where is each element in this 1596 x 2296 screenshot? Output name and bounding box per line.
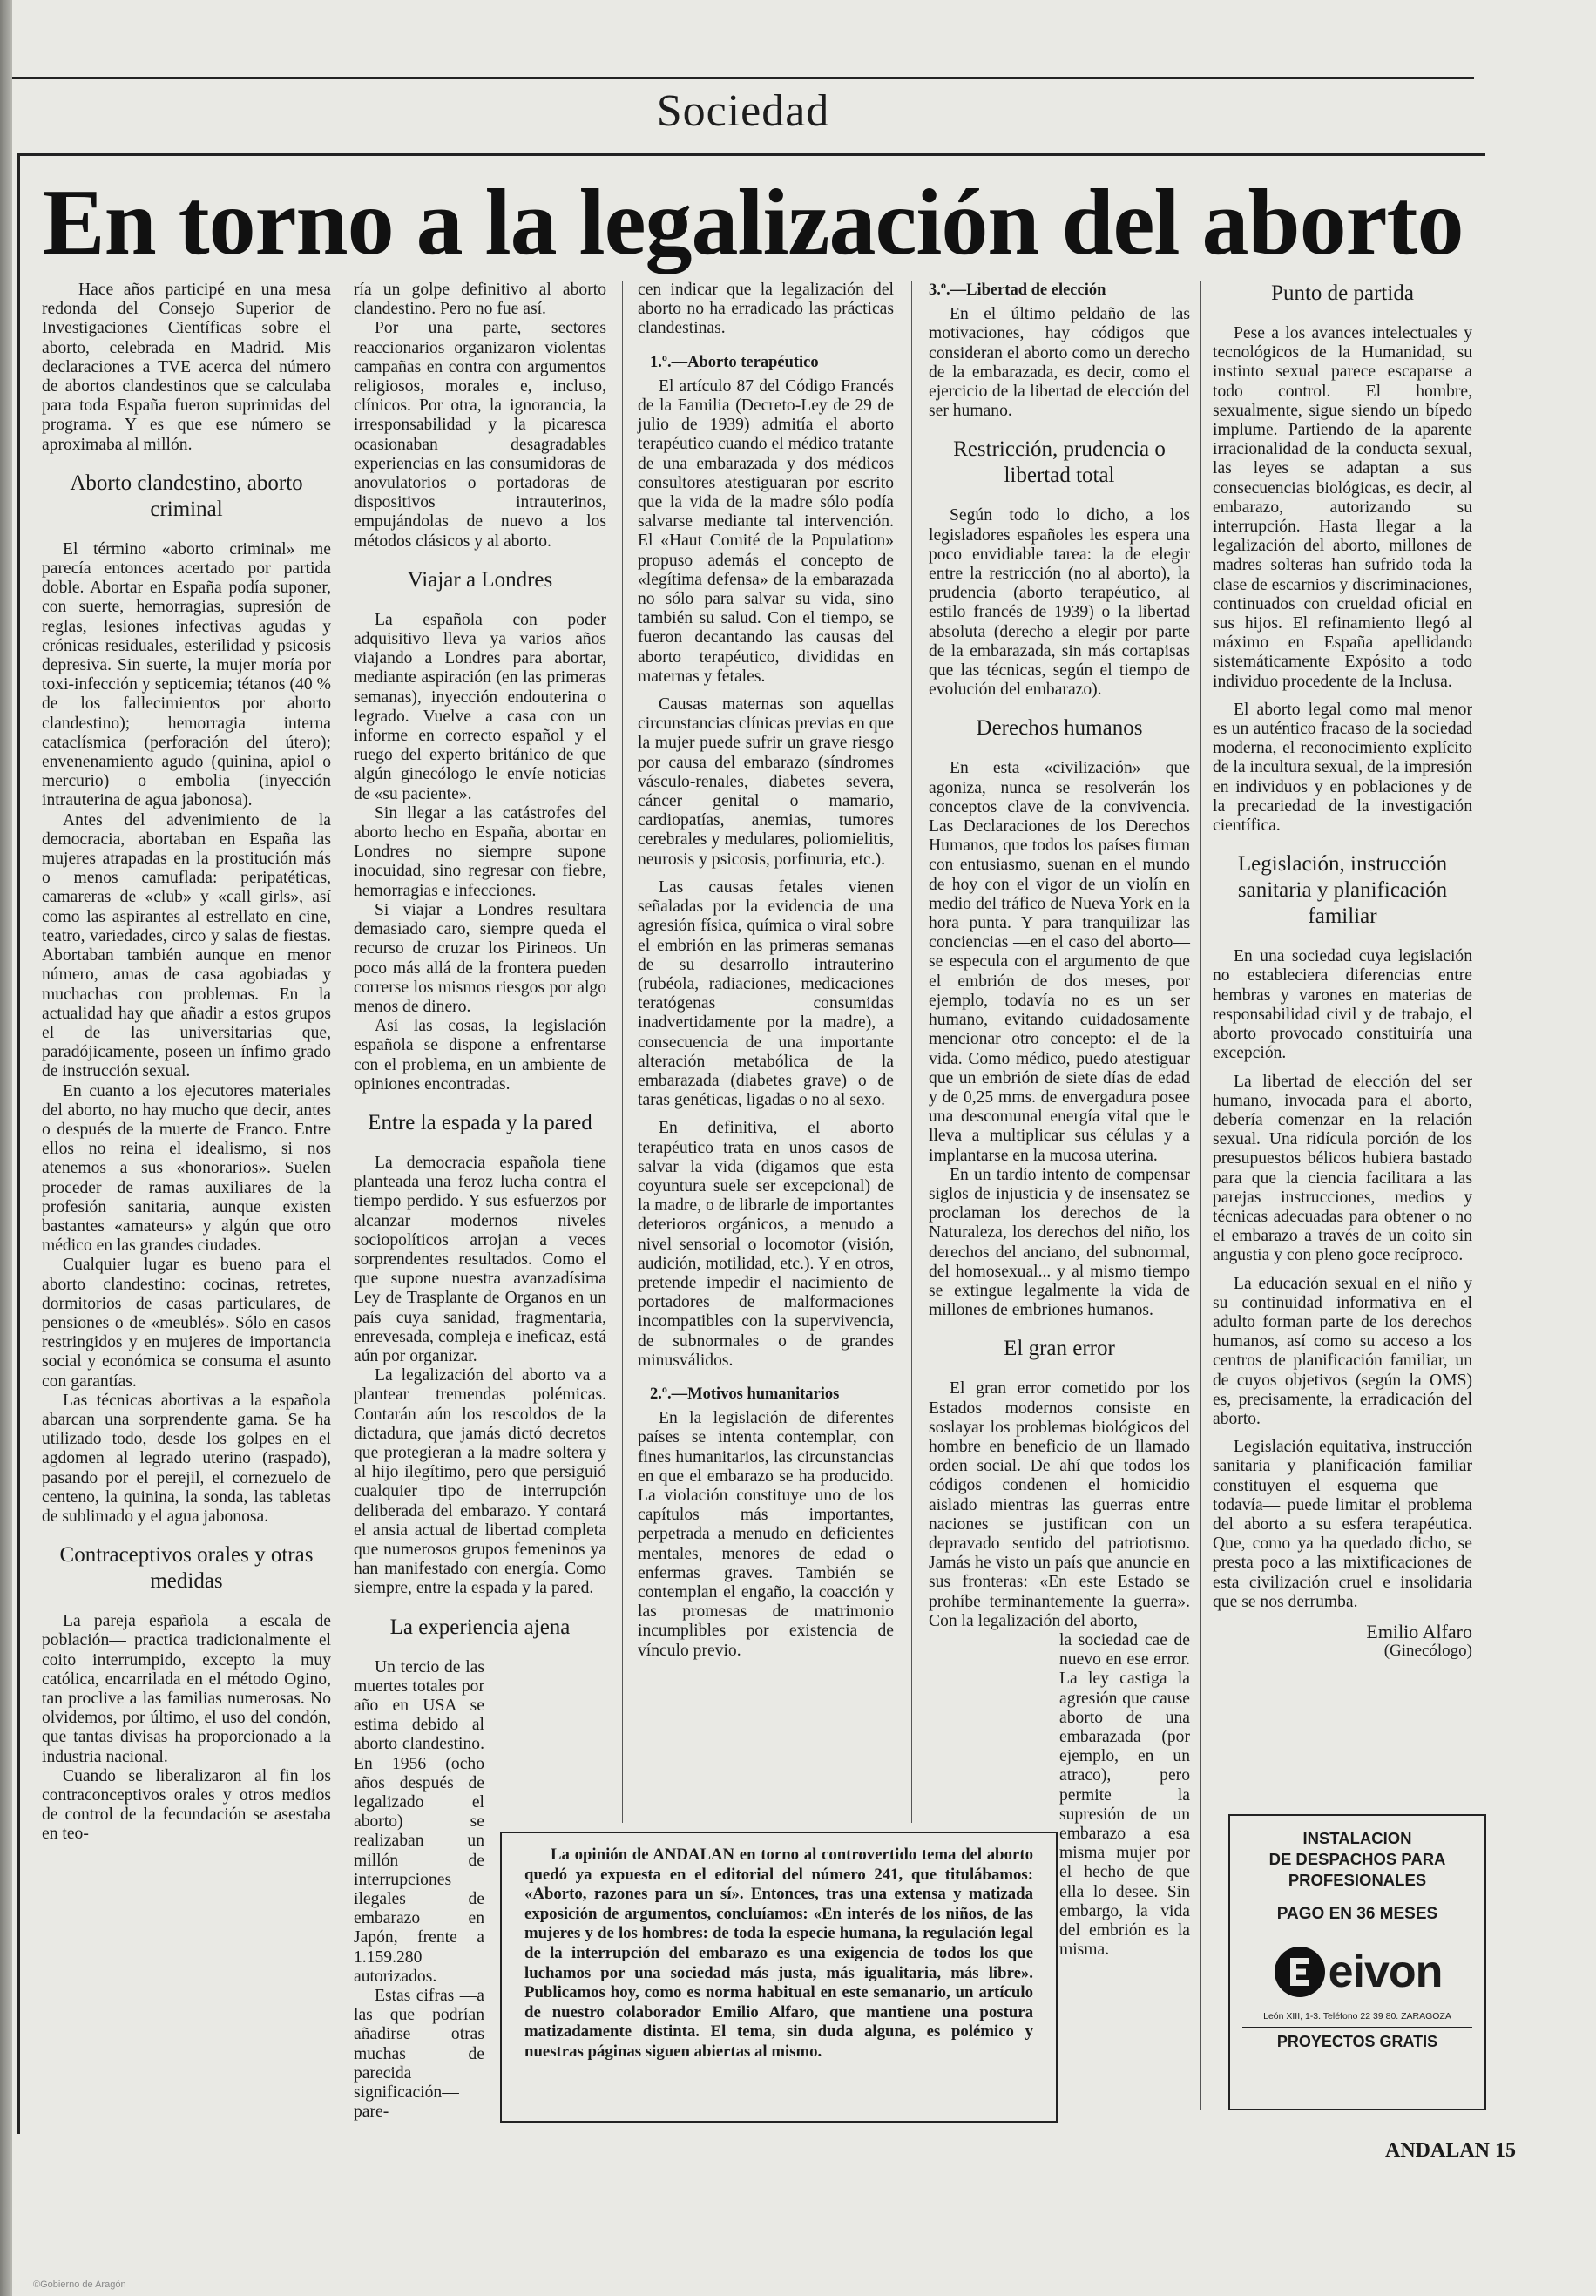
paragraph: El aborto legal como mal menor es un auténtico fracaso de la sociedad moderna, el reconocimiento explícito de la incultura sexual, de la impresión en individuos y en poblaciones y de la precariedad de la investigación científica. [1213,700,1472,836]
subheading: Viajar a Londres [407,567,553,592]
headline: En torno a la legalización del aborto [42,171,1464,274]
page-binding-edge [0,0,12,2296]
paragraph: En definitiva, el aborto terapéutico trata en unos casos de salvar la vida (digamos que esta coyuntura suele ser excepcional) de la madre, o de librarle de importantes deterioros orgánicos, a menudo a nivel sensorial o locomotor (visión, audición, motilidad, etc.). Y en otros, pretende impedir el nacimiento de portadores de malformaciones incompatibles con la supervivencia, de subnormales o de grandes minusválidos. [638,1119,894,1370]
eivon-logo [1230,1945,1484,1999]
paragraph: Sin llegar a las catástrofes del aborto hecho en España, abortar en Londres no siempre supone inocuidad, sino regresar con fiebre, hemorragias e infecciones. [354,803,606,900]
subheading: Aborto clandestino, aborto criminal [70,471,303,521]
advertisement [1228,1814,1486,2110]
ad-offer: PAGO EN 36 MESES [1276,1905,1438,1923]
editor-note-text: La opinión de ANDALAN en torno al controvertido tema del aborto quedó ya expuesta en el editorial del número 241, que titulábamos: «Aborto, razones para un sí». Entonces, tras una extensa y matizada exposición de argumentos, concluíamos: «En interés de los niños, de las mujeres y de los hombres: de toda la especie humana, la regulación legal de la interrupción del embarazo es una exigencia de todos los que luchamos por una sociedad más justa, más igualitaria, más libre». Publicamos hoy, como es norma habitual en este semanario, un artículo de nuestro colaborador Emilio Alfaro, que mantiene una postura matizadamente distinta. El tema, sin duda alguna, es polémico y nuestras páginas siguen abiertas al mismo. [524,1846,1033,2061]
paragraph: La española con poder adquisitivo lleva ya varios años viajando a Londres para abortar, mediante aspiración (en las primeras semanas), inyección endouterina o legrado. Vuelve a casa con un informe en correcto español y el ruego del experto británico de que algún ginecólogo le envíe noticias de «su paciente». [354,610,606,803]
paragraph: En la legislación de diferentes países se intenta contemplar, con fines humanitarios, las circunstancias en que el embarazo se ha producido. La violación constituye uno de los capítulos más importantes, perpetrada a menudo en deficientes mentales, menores de edad o enfermas graves. También se contemplan el engaño, la coacción y las promesas de matrimonio incumplibles por existencia de vínculo previo. [638,1409,894,1660]
subheading: 2.º.—Motivos humanitarios [650,1385,840,1403]
ad-heading [1230,1828,1484,1891]
paragraph: La libertad de elección del ser humano, invocada para el aborto, debería comenzar en la relación sexual. Una ridícula porción de los presupuestos bélicos hubiera bastado para que la ciencia facilitara a las parejas instrucciones, medios y técnicas adecuadas para obtener o no el embarazo a través de un coito sin angustia y con pleno goce recíproco. [1213,1072,1472,1265]
subheading: Legislación, instrucción sanitaria y planificación familiar [1237,852,1448,929]
paragraph: Cuando se liberalizaron al fin los contraconceptivos orales y otros medios de control de la fecundación se asestaba en teo- [42,1766,331,1844]
subheading: La experiencia ajena [389,1615,571,1639]
top-rule [12,77,1474,79]
paragraph: Un tercio de las muertes totales por año en USA se estima debido al aborto clandestino. En 1956 (ocho años después de legalizado el aborto) se realizaban un millón de interrupciones ilegales de embarazo en Japón, frente a 1.159.280 autorizados. [354,1657,484,1986]
image-credit: ©Gobierno de Aragón [33,2279,126,2290]
paragraph: Según todo lo dicho, a los legisladores españoles les espera una poco envidiable tarea: la de elegir entre la restricción (no al aborto), la prudencia (aborto terapéutico, al estilo francés de 1939) o la libertad absoluta (derecho a elegir por parte de la embarazada, sin más cortapisas que las técnicas, según el tiempo de evolución del embarazo). [929,506,1190,700]
paragraph: Cualquier lugar es bueno para el aborto clandestino: cocinas, retretes, dormitorios de casas particulares, de pensiones o de «meublés». Sólo en casos restringidos y en mujeres de importancia social y económica se consuma el asunto con garantías. [42,1256,331,1391]
article-column-5 [1213,281,1472,1661]
ad-cta: PROYECTOS GRATIS [1276,2033,1438,2050]
paragraph: cen indicar que la legalización del aborto no ha erradicado las prácticas clandestinas. [638,281,894,338]
paragraph: Legislación equitativa, instrucción sanitaria y planificación familiar constituyen el esquema que —todavía— puede limitar el problema del aborto a su esfera terapéutica. Que, como ya ha quedado dicho, se presta poco a las mixtificaciones de esta civilización cruel e insolidaria que se nos derrumba. [1213,1438,1472,1611]
subheading: Punto de partida [1271,281,1414,305]
article-column-4 [929,281,1190,1960]
newspaper-page [12,0,1596,2296]
paragraph: En el último peldaño de las motivaciones, hay códigos que consideran el aborto como un derecho de la embarazada, es decir, como el ejercicio de la libertad de elección del ser humano. [929,305,1190,421]
paragraph: La educación sexual en el niño y su continuidad informativa en el adulto forman parte de los derechos humanos, así como su acceso a los centros de planificación familiar, un de cuyos objetivos (según la OMS) es, precisamente, la erradicación del aborto. [1213,1274,1472,1428]
subheading: Derechos humanos [976,716,1143,741]
section-title: Sociedad [656,86,830,136]
subheading: Contraceptivos orales y otras medidas [59,1543,314,1594]
paragraph: En esta «civilización» que agoniza, nunca se resolverán los conceptos clave de la convivencia. Las Declaraciones de los Derechos Humanos, que todos los países firman con entusiasmo, suenan en el mundo de hoy con el vigor de un violín en medio del tráfico de Nueva York en la hora punta. Y para tranquilizar las conciencias —en el caso del aborto— se especula con el argumento de que el embrión de dos meses, por ejemplo, todavía no es un ser humano, evitando cuidadosamente mencionar otro concepto: el de la vida. Como médico, puedo atestiguar que un embrión de siete días de edad y de 0,25 mms. de envergadura posee una descomunal energía vital que le lleva a multiplicar sus células y a implantarse en la mucosa uterina. [929,759,1190,1165]
paragraph: Las técnicas abortivas a la española abarcan una sorprendente gama. Se ha utilizado todo, desde los golpes en el agdomen al legrado uterino (raspado), pasando por el perejil, el cornezuelo de centeno, la quinina, la sonda, las tabletas de sublimado y el agua jabonosa. [42,1391,331,1526]
article-column-1 [42,281,331,1845]
column-divider [622,281,623,1823]
paragraph: La democracia española tiene planteada una feroz lucha contra el tiempo perdido. Y sus esfuerzos por alcanzar modernos niveles sociopolíticos arrojan a veces sorprendentes resultados. Como el que supone nuestra avanzadísima Ley de Trasplante de Organos en un país cuya sanidad, fragmentaria, enrevesada, compleja e ineficaz, está aún por organizar. [354,1153,606,1365]
paragraph: ría un golpe definitivo al aborto clandestino. Pero no fue así. [354,281,606,319]
subheading: 1.º.—Aborto terapéutico [650,353,819,371]
column-divider [911,281,912,1823]
subheading: El gran error [1004,1337,1115,1361]
subheading: 3.º.—Libertad de elección [929,281,1106,299]
paragraph: La legalización del aborto va a plantear tremendas polémicas. Contarán aún los rescoldos de la dictadura, que jamás dictó decretos que protegieran a la madre soltera y al hijo ilegítimo, pero que persiguió cualquier tipo de interrupción deliberada del embarazo. Y contará el ansia actual de libertad completa que numerosos grupos femeninos ya han manifestado con energía. Como siempre, entre la espada y la pared. [354,1366,606,1598]
paragraph: Causas maternas son aquellas circunstancias clínicas previas en que la mujer puede sufrir un grave riesgo por causa del embarazo (síndromes vásculo-renales, diabetes severa, cáncer genital o mamario, cardiopatías, anemias, tumores cerebrales y medulares, poliomielitis, neurosis y psicosis, porfinuria, etc.). [638,695,894,869]
paragraph: En un tardío intento de compensar siglos de injusticia y de insensatez se proclaman los derechos de la Naturaleza, los derechos del niño, los derechos del anciano, del subnormal, del homosexual... y al mismo tiempo se extingue legalmente la vida de millones de embriones humanos. [929,1165,1190,1320]
paragraph: El término «aborto criminal» me parecía entonces acertado por partida doble. Abortar en España podía suponer, con suerte, hemorragias, supresión de reglas, lesiones infectivas agudas y crónicas residuales, esterilidad y psicosis depresiva. Sin suerte, la mujer moría por toxi-infección y septicemia; tétanos (40 % de los fallecimientos por aborto clandestino); hemorragia interna cataclísmica (perforación del útero); envenenamiento agudo (quinina, apiol o mercurio) o embolia (inyección intrauterina de agua jabonosa). [42,539,331,810]
paragraph: Antes del advenimiento de la democracia, abortaban en España las mujeres atrapadas en la prostitución más o menos camuflada: peripatéticas, camareras de «club» y «call girls», así como las aspirantes al estrellato en cine, teatro, variedades, circo y salas de fiestas. Abortaban también aunque en menor número, amas de casa agobiadas y muchachas con problemas. En la actualidad hay que añadir a estos grupos el de las universitarias que, paradójicamente, poseen un ínfimo grado de instrucción sexual. [42,810,331,1081]
paragraph: En una sociedad cuya legislación no estableciera diferencias entre hembras y varones en materias de responsabilidad civil y de trabajo, el aborto provocado constituiría una excepción. [1213,947,1472,1063]
ad-address: León XIII, 1-3. Teléfono 22 39 80. ZARAGOZA [1263,2011,1451,2022]
paragraph: En cuanto a los ejecutores materiales del aborto, no hay mucho que decir, antes o después de la muerte de Franco. Entre ellos no reina el idealismo, si nos atenemos a sus «honorarios». Suelen proceder de ramas auxiliares de la profesión sanitaria, aunque existen bastantes «amateurs» y algún que otro médico en las grandes ciudades. [42,1081,331,1256]
ad-line: DE DESPACHOS PARA [1268,1850,1446,1868]
paragraph: La pareja española —a escala de población— practica tradicionalmente el coito interrumpido, excepto la muy católica, encarrilada en el método Ogino, tan proclive a las familias numerosas. No olvidemos, por último, el uso del condón, que tantas divisas ha proporcionado a la industria nacional. [42,1612,331,1766]
paragraph: Si viajar a Londres resultara demasiado caro, siempre queda el recurso de cruzar los Pirineos. Un poco más allá de la frontera pueden correrse los mismos riesgos por algo menos de dinero. [354,900,606,1016]
paragraph: Hace años participé en una mesa redonda del Consejo Superior de Investigaciones Científicas sobre el aborto, celebrada en Madrid. Mis declaraciones a TVE acerca del número de abortos clandestinos que se calculaba para toda España fueron suprimidas del programa. Y es que ese número se aproximaba al millón. [42,281,331,454]
page-footer: ANDALAN 15 [1385,2139,1516,2162]
paragraph: Por una parte, sectores reaccionarios organizaron violentas campañas en contra con argumentos religiosos, morales e, incluso, clínicos. Por otra, la ignorancia, la irresponsabilidad y la picaresca ocasionaban desagradables experiencias en las consumidoras de anovulatorios o portadoras de dispositivos intrauterinos, empujándolas de nuevo a los métodos clásicos y al aborto. [354,319,606,551]
column-divider [1200,281,1201,2110]
ad-line: INSTALACION [1302,1829,1412,1847]
paragraph: El gran error cometido por los Estados modernos consiste en soslayar los problemas biológicos del hombre en beneficio de un llamado orden social. De ahí que todos los códigos condenen el homicidio aislado mientras las guerras entre naciones se justifican con un depravado sentido del patriotismo. Jamás he visto un país que anuncie en sus fronteras: «En este Estado se prohíbe terminantemente la guerra». Con la legalización del aborto, [929,1379,1190,1630]
ad-line: PROFESIONALES [1288,1871,1427,1889]
author-role: (Ginecólogo) [1383,1642,1472,1661]
editor-note-box [500,1832,1058,2123]
ad-rule [1242,2027,1472,2028]
article-column-3 [638,281,894,1661]
ad-brand: eivon [1328,1947,1443,1997]
subheading: Restricción, prudencia o libertad total [953,437,1166,488]
paragraph: Así las cosas, la legislación española se dispone a enfrentarse con el problema, en un ambiente de opiniones encontradas. [354,1017,606,1094]
paragraph: Pese a los avances intelectuales y tecnológicos de la Humanidad, su instinto sexual parece escaparse a todo control. El hombre, sexualmente, sigue siendo un bípedo implume. Partiendo de la aparente irracionalidad de la conducta sexual, las leyes se adaptan a sus consecuencias biológicas, es decir, al embarazo, autorizando su interrupción. Hasta llegar a la legalización del aborto, millones de madres solteras han sufrido toda la clase de escarnios y discriminaciones, continuados con crueldad oficial en sus hijos. El refinamiento llegó al máximo en España apellidando sistemáticamente Expósito a todo individuo procedente de la Inclusa. [1213,324,1472,691]
subheading: Entre la espada y la pared [368,1110,592,1134]
eivon-logo-mark-icon [1273,1945,1327,1999]
paragraph: El artículo 87 del Código Francés de la Familia (Decreto-Ley de 29 de julio de 1939) admitía el aborto terapéutico cuando el médico tratante de una embarazada y dos médicos consultores atestiguaran por escrito que la vida de la madre sólo podía salvarse mediante tal intervención. El «Haut Comité de la Population» propuso además el concepto de «legítima defensa» de la embarazada no sólo para salvar su vida, sino también su salud. Con el tiempo, se fueron decantando las causas del aborto terapéutico, divididas en maternas y fetales. [638,376,894,686]
paragraph: la sociedad cae de nuevo en ese error. La ley castiga la agresión que cause aborto de una embarazada (por ejemplo, en un atraco), pero permite la supresión de un embarazo a esa misma mujer por el hecho de que ella lo desee. Sin embargo, la vida del embrión es la misma. [1059,1630,1190,1960]
paragraph: Las causas fetales vienen señaladas por la evidencia de una agresión física, química o viral sobre el embrión en las primeras semanas de su desarrollo intrauterino (rubéola, radiaciones, medicaciones teratógenas consumidas inadvertidamente por la madre), a consecuencia de una importante alteración metabólica de la embarazada (diabetes grave) o de taras genéticas, ligadas o no al sexo. [638,877,894,1110]
author-name: Emilio Alfaro [1366,1620,1472,1642]
paragraph: Estas cifras —a las que podrían añadirse otras muchas de parecida significación— pare- [354,1987,484,2122]
